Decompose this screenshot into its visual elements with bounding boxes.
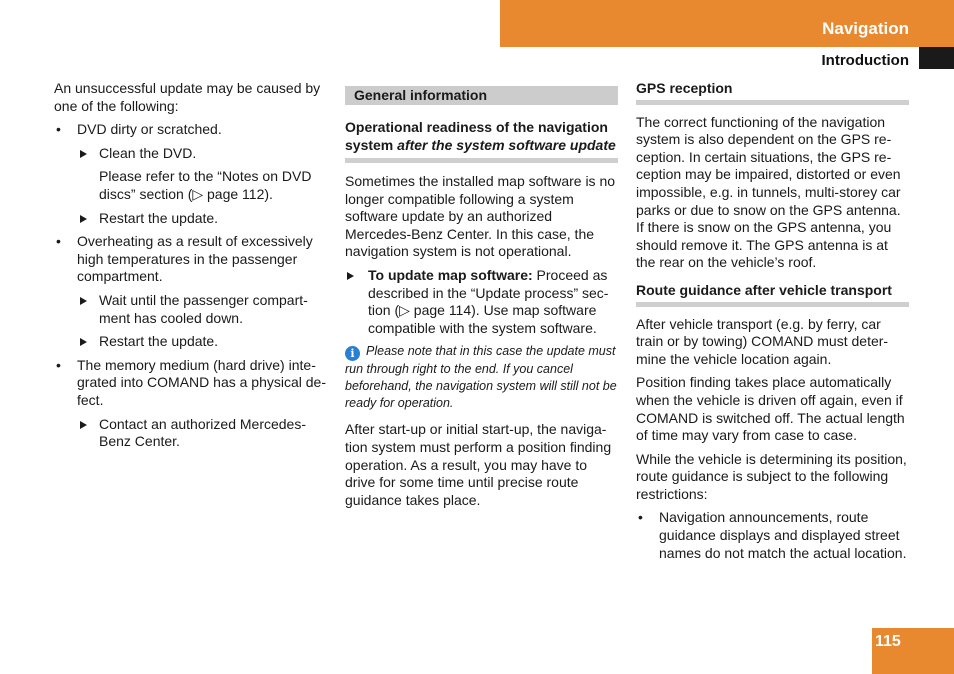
list-item: • DVD dirty or scratched. <box>54 121 329 139</box>
column-left <box>54 80 329 457</box>
subsection-title: Introduction <box>821 52 909 69</box>
step-label: To update map software: <box>368 266 533 283</box>
step-item: Wait until the passenger compartment has cooled down. <box>54 292 329 327</box>
column-right <box>636 80 909 568</box>
header-marker <box>919 47 954 69</box>
paragraph: After vehicle transport (e.g. by ferry, car train or by towing) COMAND must determine the vehicle location again. <box>636 315 889 367</box>
section-title: Navigation <box>822 19 909 38</box>
general-info-heading: General information <box>345 86 618 105</box>
step-item: Restart the update. <box>54 210 329 228</box>
column-middle <box>345 80 618 515</box>
list-item: • Navigation announcements, route guidance displays and displayed street names do not match the actual location. <box>636 509 909 562</box>
step-text: Proceed as described in the “Update process” section (▷ page 114). Use map software compatible with the system software. <box>368 266 609 336</box>
intro-text: An unsuccessful update may be caused by one of the following: <box>54 80 321 114</box>
list-item: • The memory medium (hard drive) integrated into COMAND has a physical defect. <box>54 357 329 410</box>
op-heading-bold: Operational readiness of the navigation system <box>345 119 608 153</box>
paragraph: Position finding takes place automatically when the vehicle is driven off again, even if COMAND is switched off. The actual length of time may vary from case to case. <box>636 374 905 444</box>
step-item: Restart the update. <box>54 333 329 351</box>
step-item: Contact an authorized Mercedes-Benz Center. <box>54 416 329 451</box>
op-heading-italic: after the system software update <box>397 136 616 153</box>
gps-reception-heading: GPS reception <box>636 80 909 105</box>
paragraph: Sometimes the installed map software is no longer compatible following a system software update by an authorized Mercedes-Benz Center. In this case, the navigation system is not operational. <box>345 173 616 260</box>
page-number: 115 <box>875 633 901 650</box>
step-note: Please refer to the “Notes on DVD discs” section (▷ page 112). <box>99 168 312 202</box>
step-item <box>345 267 618 337</box>
info-icon: i <box>345 346 360 361</box>
list-item: • Overheating as a result of excessively high temperatures in the passenger compartment. <box>54 233 329 286</box>
info-note <box>345 343 618 412</box>
note-text: Please note that in this case the update must run through right to the end. If you cancel beforehand, the navigation system will still not be ready for operation. <box>345 344 617 411</box>
paragraph: The correct functioning of the navigation system is also dependent on the GPS reception. In certain situations, the GPS reception may be impaired, distorted or even impossible, e.g. in tunnels, multi-storey car parks or due to snow on the GPS antenna. If there is snow on the GPS antenna, you should remove it. The GPS antenna is at the rear on the vehicle’s roof. <box>636 113 901 271</box>
route-guidance-heading: Route guidance after vehicle transport <box>636 282 909 307</box>
paragraph: After start-up or initial start-up, the navigation system must perform a position finding operation. As a result, you may have to drive for some time until precise route guidance takes place. <box>345 421 612 508</box>
step-item: Clean the DVD. <box>54 145 329 163</box>
paragraph: While the vehicle is determining its position, route guidance is subject to the following restrictions: <box>636 450 907 502</box>
operational-readiness-heading <box>345 119 618 163</box>
